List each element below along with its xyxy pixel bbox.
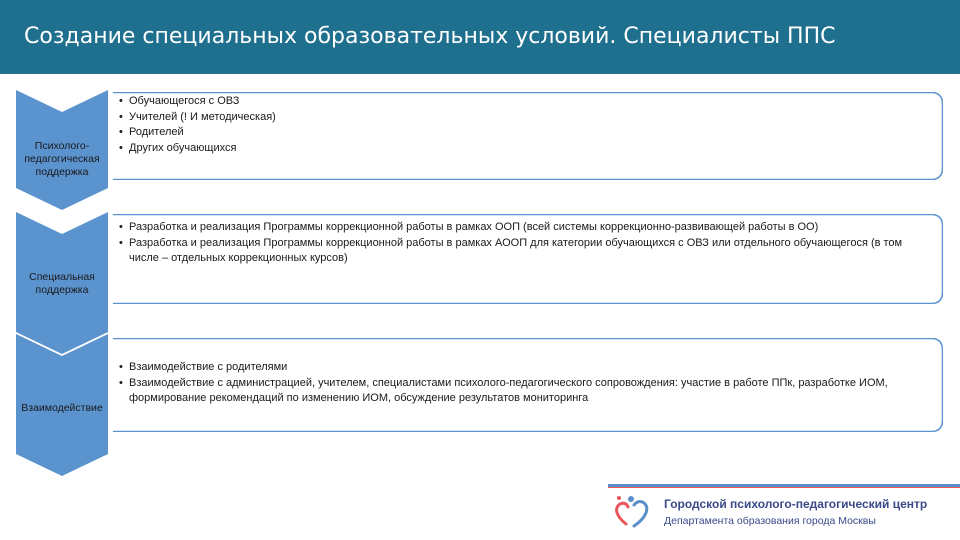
org-subtitle: Департамента образования города Москвы [664,515,876,527]
step-3-box [113,338,943,432]
bullet-icon: • [119,236,123,249]
step-3-label: Взаимодействие [21,402,103,414]
page-title: Создание специальных образовательных условий. Специалисты ППС [24,24,836,49]
org-name: Городской психолого-педагогический центр [664,497,928,511]
step-1-label: Психолого-педагогическая поддержка [24,140,100,178]
bullet-icon: • [119,221,123,233]
list-item: • Взаимодействие с администрацией, учителем, специалистами психолого-педагогического сопровождения: участие в работе ППк, разработке ИОМ, формирование рекомендаций по изменению ИОМ, обсуждение результатов мониторинга [119,376,888,404]
list-item: • Разработка и реализация Программы коррекционной работы в рамках ООП (всей системы коррекционно-развивающей работы в ОО) [119,220,929,236]
step-1-box [113,92,943,180]
step-1-list [113,94,290,156]
step-3-list [113,360,943,407]
bullet-icon: • [119,361,123,373]
step-2-box [113,214,943,304]
bullet-icon: • [119,95,123,107]
bullet-icon: • [119,141,123,154]
bullet-icon: • [119,376,123,389]
center-logo-icon [612,494,652,530]
list-item: • Взаимодействие с родителями [119,360,929,376]
step-2-label: Специальная поддержка [29,271,95,296]
bullet-icon: • [119,126,123,138]
chevron-step-1 [16,90,108,210]
chevron-step-3 [16,334,108,476]
list-item: • Обучающегося с ОВЗ [119,94,276,110]
bullet-icon: • [119,110,123,123]
list-item: • Разработка и реализация Программы коррекционной работы в рамках АООП для категории обучающихся с ОВЗ или отдельного обучающегося (в том числе – отдельных коррекционных курсов) [119,236,903,264]
chevron-step-2 [16,212,108,354]
step-2-list [113,220,943,267]
list-item: • Других обучающихся [119,141,276,157]
header-bar [0,0,960,74]
list-item: • Учителей (! И методическая) [119,110,276,126]
list-item: • Родителей [119,125,276,141]
footer-divider-accent [608,487,960,488]
